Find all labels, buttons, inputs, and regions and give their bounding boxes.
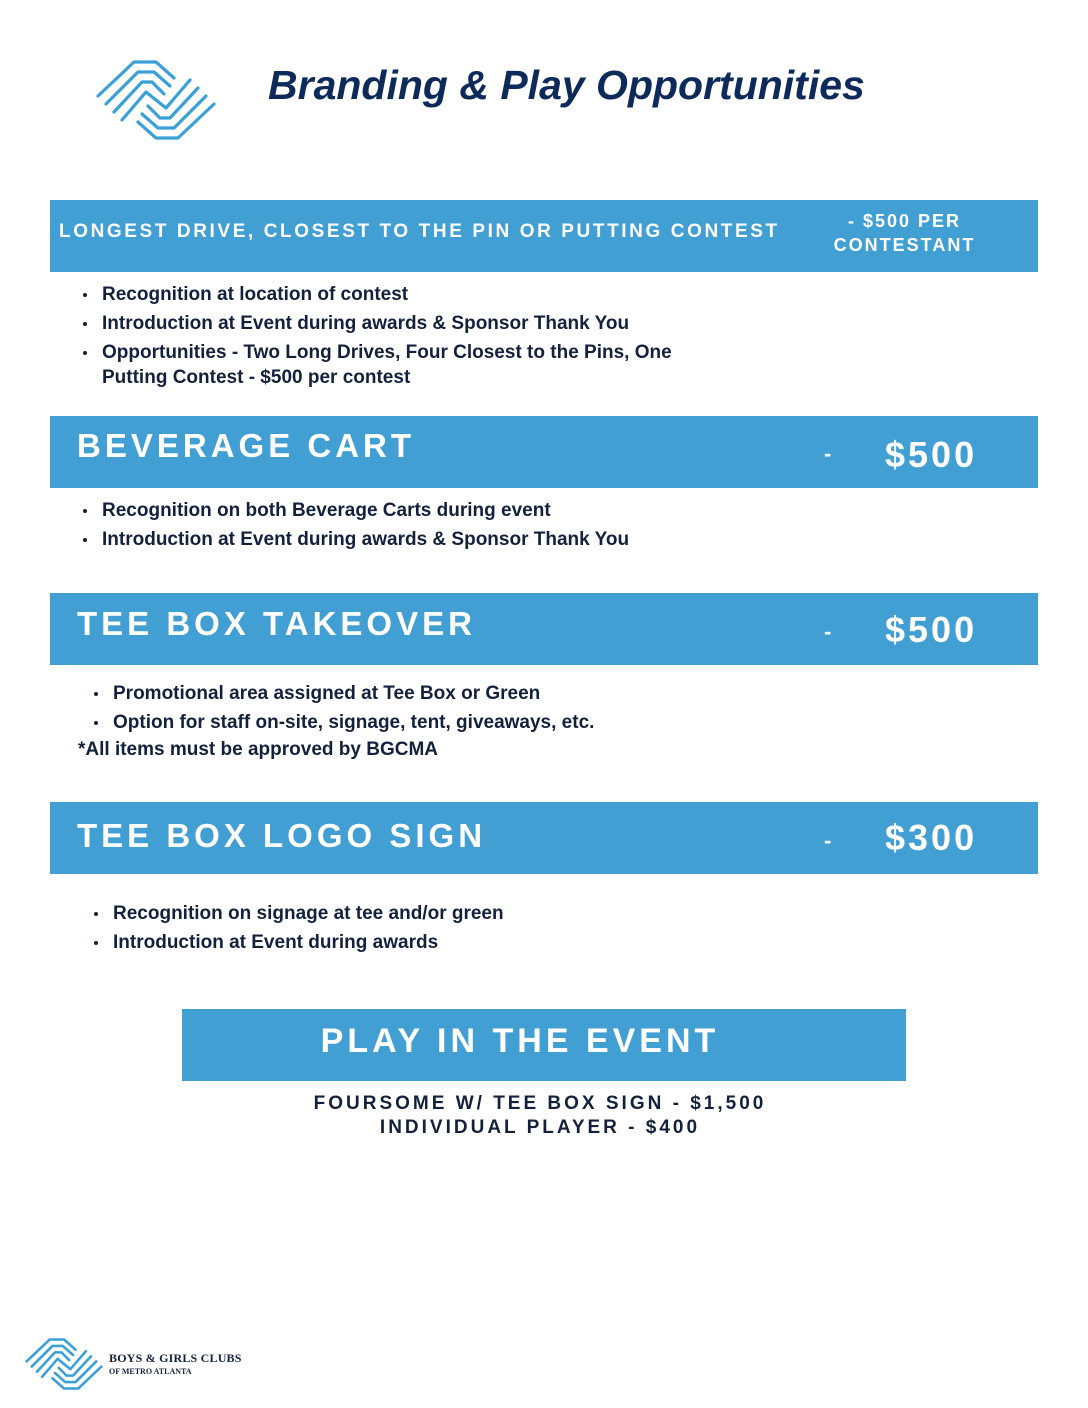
- section-title: BEVERAGE CART: [77, 427, 416, 464]
- contest-benefits-list: [80, 280, 672, 367]
- list-item: Recognition at location of contest: [80, 280, 672, 309]
- section-title: TEE BOX TAKEOVER: [77, 605, 476, 642]
- list-item: Recognition on signage at tee and/or green: [91, 899, 504, 928]
- price-line-2: CONTESTANT: [833, 235, 976, 255]
- section-band-beverage-cart: [50, 416, 1038, 488]
- section-band-contest: [50, 200, 1038, 272]
- play-options: [182, 1092, 898, 1140]
- takeover-benefits-list: [91, 679, 594, 737]
- section-price: $500: [885, 609, 978, 650]
- list-item-continuation: Putting Contest - $500 per contest: [102, 367, 411, 388]
- org-line-1: BOYS & GIRLS CLUBS: [109, 1351, 242, 1365]
- price-line-1: - $500 PER: [847, 211, 962, 231]
- page-title: Branding & Play Opportunities: [268, 62, 865, 108]
- list-item: Promotional area assigned at Tee Box or Green: [91, 679, 594, 708]
- logo-sign-benefits-list: [91, 899, 504, 957]
- list-item: Introduction at Event during awards: [91, 928, 504, 957]
- org-line-2: OF METRO ATLANTA: [109, 1367, 192, 1376]
- foursome-option: FOURSOME W/ TEE BOX SIGN - $1,500: [313, 1093, 767, 1114]
- organization-name: [109, 1352, 242, 1378]
- list-item: Recognition on both Beverage Carts during event: [80, 496, 629, 525]
- bgca-hands-logo-icon: [24, 1336, 104, 1392]
- section-title: TEE BOX LOGO SIGN: [77, 817, 487, 854]
- list-item: Introduction at Event during awards & Sponsor Thank You: [80, 525, 629, 554]
- section-title: LONGEST DRIVE, CLOSEST TO THE PIN OR PUTTING CONTEST: [59, 221, 780, 242]
- approval-note: *All items must be approved by BGCMA: [78, 739, 439, 760]
- section-price: [822, 209, 987, 257]
- section-price: $300: [885, 817, 978, 858]
- section-price: $500: [885, 434, 978, 475]
- section-band-tee-box-takeover: [50, 593, 1038, 665]
- beverage-benefits-list: [80, 496, 629, 554]
- section-dash: -: [824, 619, 832, 644]
- list-item: Introduction at Event during awards & Sponsor Thank You: [80, 309, 672, 338]
- bgca-hands-logo-icon: [94, 58, 218, 142]
- individual-option: INDIVIDUAL PLAYER - $400: [379, 1117, 701, 1138]
- section-title: PLAY IN THE EVENT: [320, 1022, 720, 1060]
- section-band-tee-box-logo-sign: [50, 802, 1038, 874]
- list-item: Opportunities - Two Long Drives, Four Closest to the Pins, One: [80, 338, 672, 367]
- section-dash: -: [824, 828, 832, 853]
- section-dash: -: [824, 441, 832, 466]
- list-item: Option for staff on-site, signage, tent, giveaways, etc.: [91, 708, 594, 737]
- section-band-play: [182, 1009, 906, 1081]
